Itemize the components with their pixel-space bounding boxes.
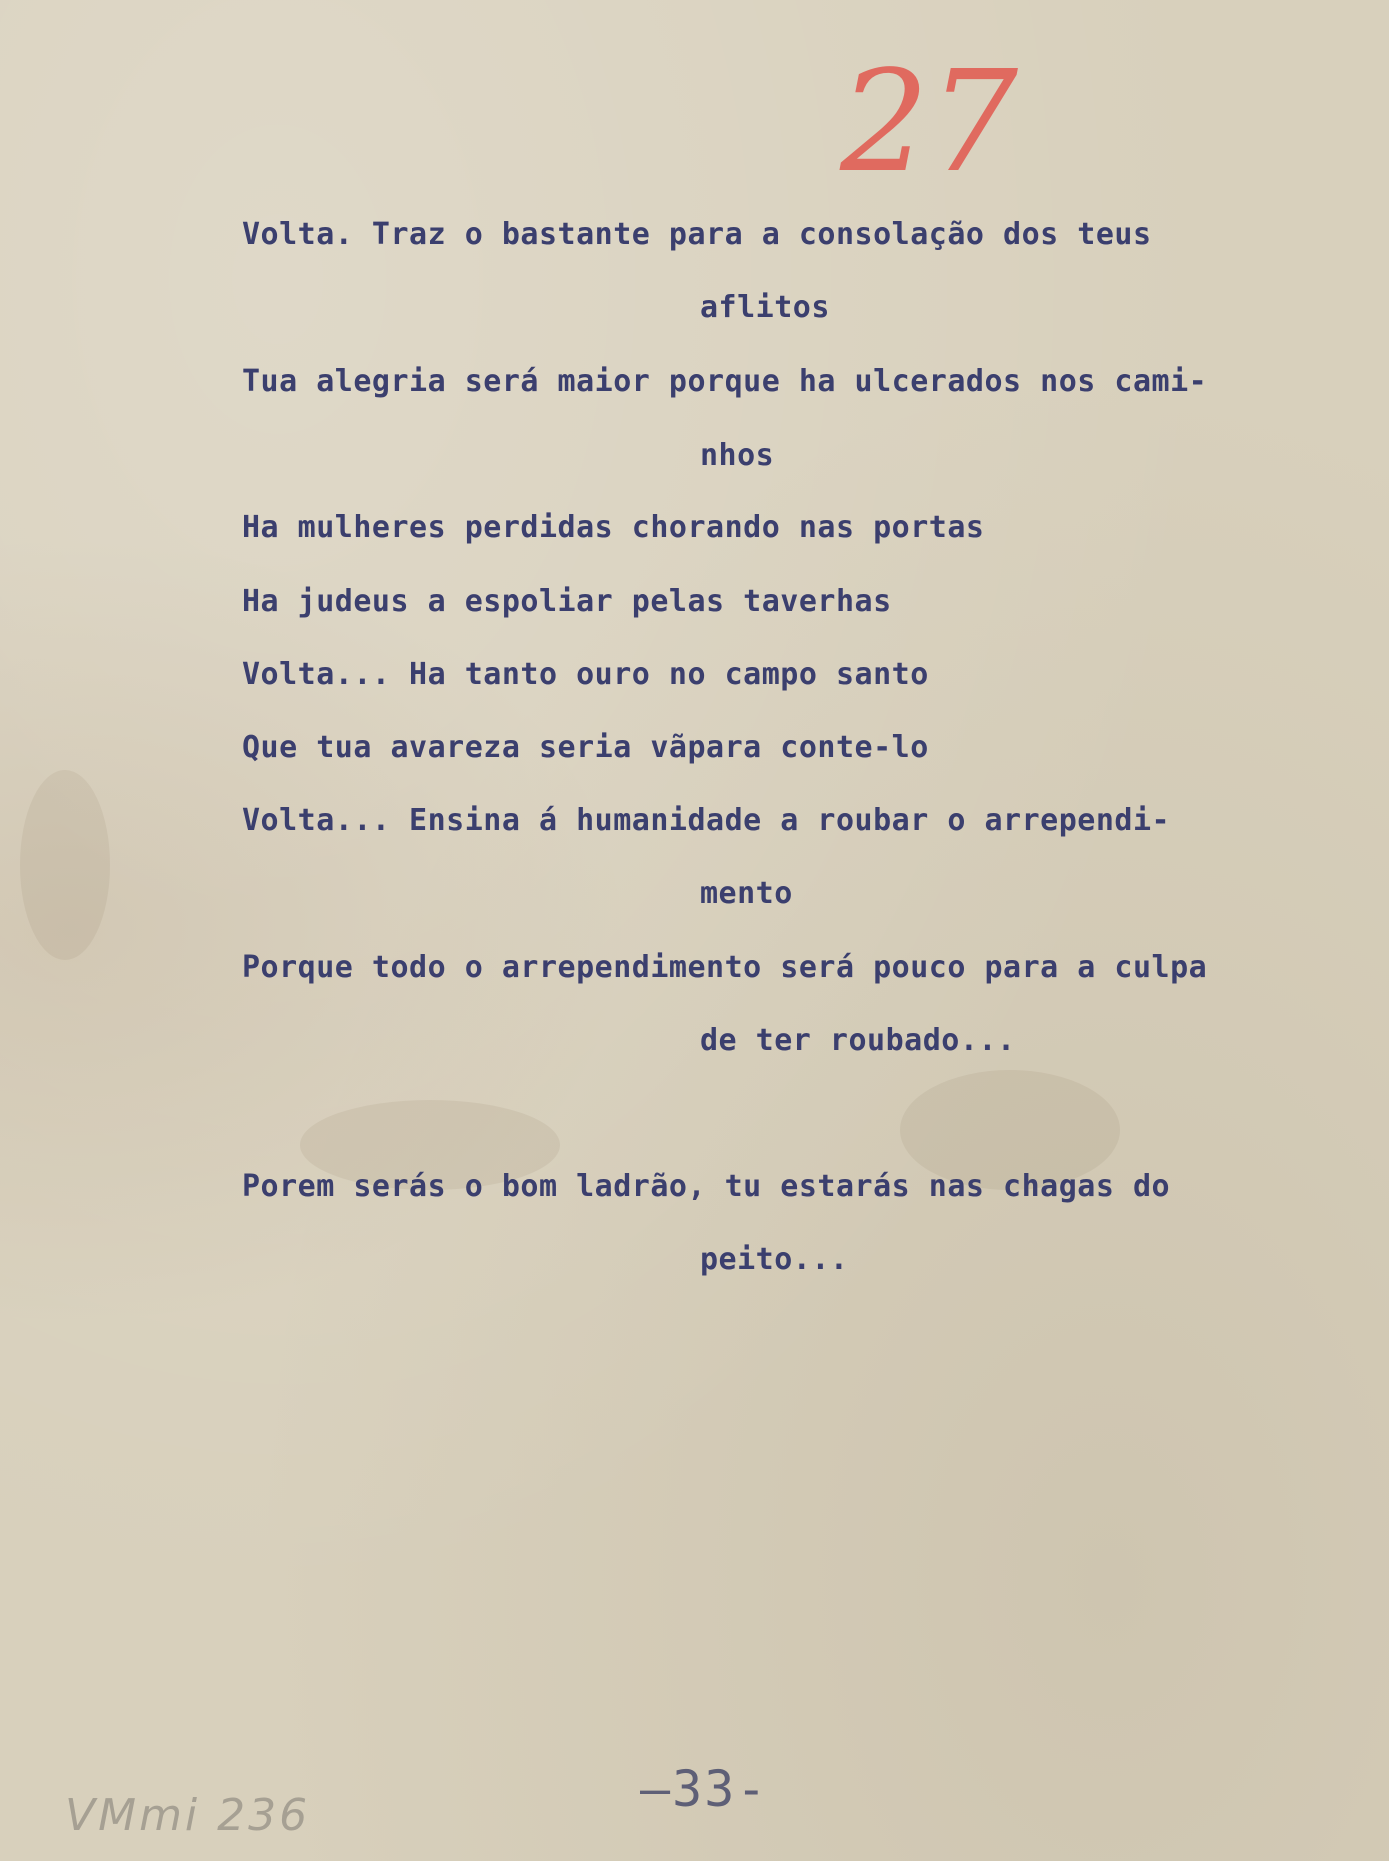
archive-pencil-mark: VMmi 236 — [65, 1790, 311, 1841]
poem-line: Volta... Ha tanto ouro no campo santo — [242, 657, 929, 692]
page-number: —33- — [640, 1760, 769, 1818]
stain — [20, 770, 110, 960]
poem-line: Tua alegria será maior porque ha ulcerados nos cami- — [242, 364, 1208, 399]
poem-line: Ha judeus a espoliar pelas taverhas — [242, 584, 892, 619]
poem-line: Porque todo o arrependimento será pouco para a culpa — [242, 950, 1208, 985]
poem-line: peito... — [700, 1242, 849, 1277]
poem-line: mento — [700, 876, 793, 911]
poem-line: Que tua avareza seria vãpara conte-lo — [242, 730, 929, 765]
poem-line: aflitos — [700, 290, 830, 325]
folio-number: 27 — [840, 41, 1019, 200]
poem-line: nhos — [700, 438, 775, 473]
poem-line: Porem serás o bom ladrão, tu estarás nas chagas do — [242, 1169, 1171, 1204]
folio-number-handwritten — [830, 40, 1110, 200]
poem-line: Volta... Ensina á humanidade a roubar o arrependi- — [242, 803, 1171, 838]
poem-line: Volta. Traz o bastante para a consolação dos teus — [242, 217, 1152, 252]
poem-line: de ter roubado... — [700, 1023, 1016, 1058]
poem-line: Ha mulheres perdidas chorando nas portas — [242, 510, 985, 545]
